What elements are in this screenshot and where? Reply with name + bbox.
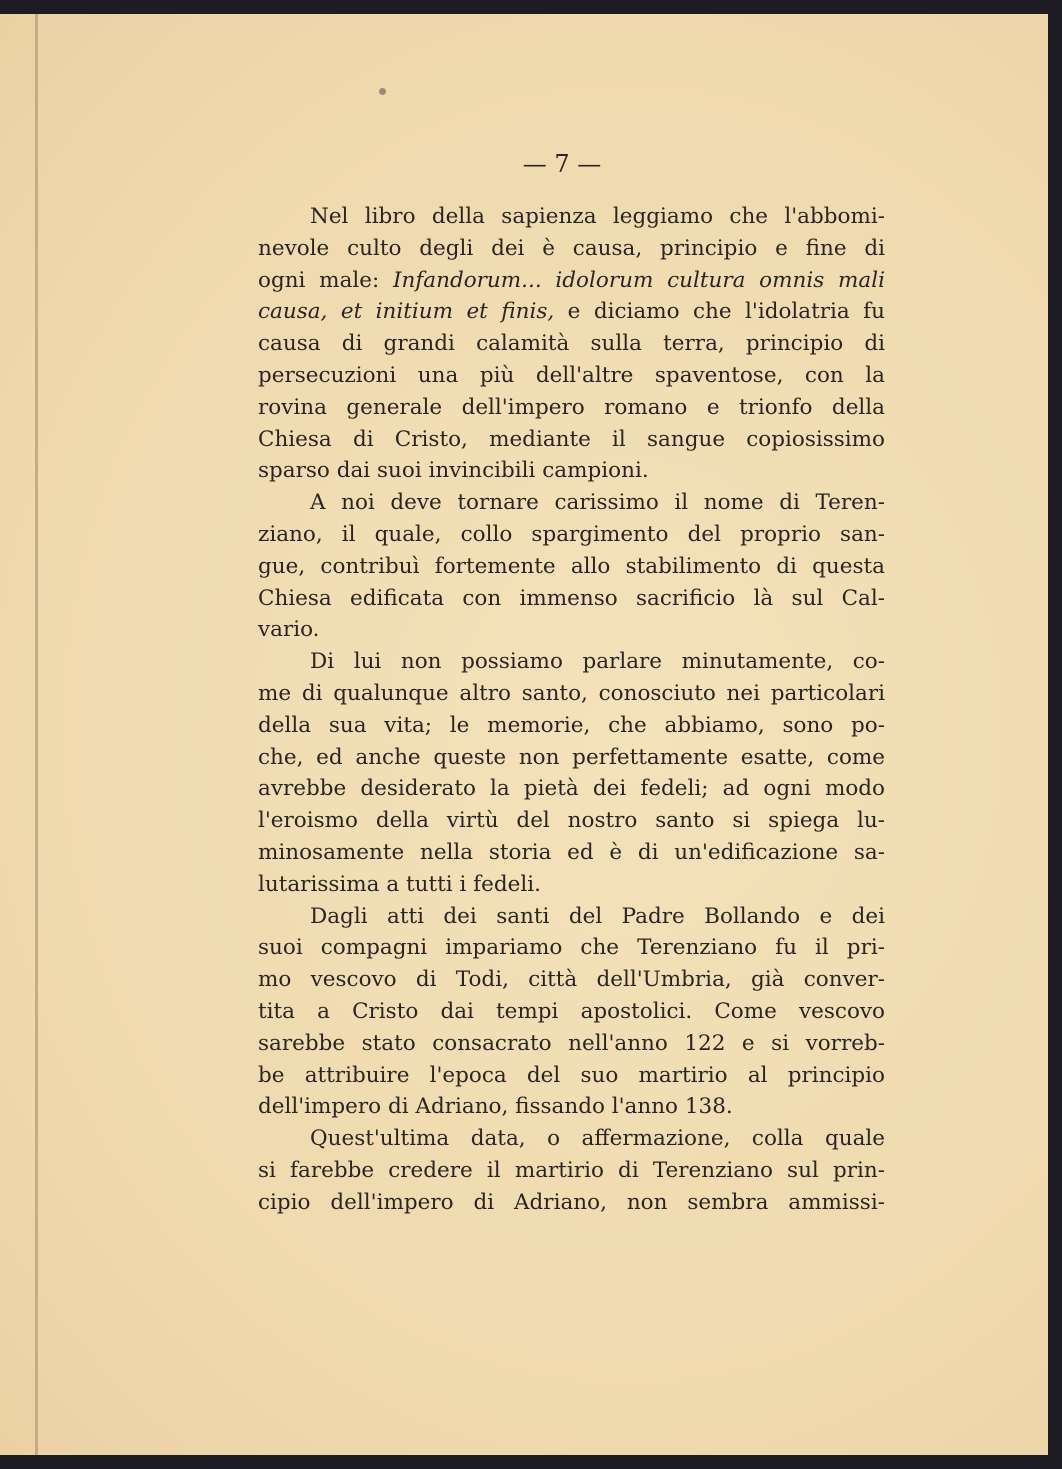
text-line — [258, 583, 885, 615]
text-line — [258, 360, 885, 392]
text-span: mo vescovo di Todi, città dell'Umbria, già conver- — [258, 967, 885, 993]
text-line — [258, 519, 885, 551]
text-line — [258, 1091, 885, 1123]
text-span: lutarissima a tutti i fedeli. — [258, 871, 541, 897]
text-line — [258, 392, 885, 424]
text-line — [258, 201, 885, 233]
text-line — [258, 996, 885, 1028]
text-span: be attribuire l'epoca del suo martirio al principio — [258, 1062, 885, 1088]
text-span: dell'impero di Adriano, fissando l'anno 138. — [258, 1094, 733, 1120]
text-span: sparso dai suoi invincibili campioni. — [258, 458, 649, 484]
text-span: e diciamo che l'idolatria fu — [554, 299, 885, 325]
text-span: Quest'ultima data, o affermazione, colla quale — [310, 1126, 885, 1152]
text-span: suoi compagni impariamo che Terenziano fu il pri- — [258, 935, 885, 961]
text-span: Nel libro della sapienza leggiamo che l'abbomi- — [310, 204, 885, 229]
text-span: nevole culto degli dei è causa, principio e fine di — [258, 235, 885, 261]
text-line — [258, 710, 885, 742]
text-line — [258, 233, 885, 265]
text-line — [258, 964, 885, 996]
text-line — [258, 296, 885, 328]
text-line — [258, 455, 885, 487]
text-span: Chiesa edificata con immenso sacrificio là sul Cal- — [258, 585, 885, 611]
ink-spot — [379, 88, 386, 95]
text-span: A noi deve tornare carissimo il nome di Teren- — [310, 490, 885, 516]
text-line — [258, 932, 885, 964]
text-span: sarebbe stato consacrato nell'anno 122 e si vorreb- — [258, 1030, 885, 1056]
text-span: che, ed anche queste non perfettamente esatte, come — [258, 744, 885, 770]
book-page — [0, 14, 1048, 1455]
text-span: cipio dell'impero di Adriano, non sembra ammissi- — [258, 1189, 885, 1215]
text-span: vario. — [258, 617, 320, 643]
italic-latin-quote: Infandorum... idolorum cultura omnis mali — [392, 267, 885, 293]
text-span: si farebbe credere il martirio di Terenziano sul prin- — [258, 1157, 885, 1183]
text-span: Chiesa di Cristo, mediante il sangue copiosissimo — [258, 426, 885, 452]
text-line — [258, 614, 885, 646]
text-line — [258, 869, 885, 901]
text-line — [258, 424, 885, 456]
text-line — [258, 487, 885, 519]
text-line — [258, 1187, 885, 1219]
text-line — [258, 901, 885, 933]
text-line — [258, 646, 885, 678]
text-span: rovina generale dell'impero romano e trionfo della — [258, 394, 885, 420]
text-line — [258, 805, 885, 837]
text-span: tita a Cristo dai tempi apostolici. Come vescovo — [258, 998, 885, 1024]
text-span: Dagli atti dei santi del Padre Bollando e dei — [310, 903, 885, 929]
text-span: Di lui non possiamo parlare minutamente, co- — [310, 649, 885, 675]
text-span: minosamente nella storia ed è di un'edificazione sa- — [258, 839, 885, 865]
text-line — [258, 1123, 885, 1155]
text-line — [258, 328, 885, 360]
page-number: — 7 — — [522, 150, 602, 178]
text-line — [258, 1028, 885, 1060]
text-line — [258, 773, 885, 805]
text-line — [258, 1060, 885, 1092]
text-line — [258, 742, 885, 774]
text-line — [258, 1155, 885, 1187]
text-span: persecuzioni una più dell'altre spaventose, con la — [258, 362, 885, 388]
text-span: ziano, il quale, collo spargimento del proprio san- — [258, 521, 885, 547]
text-span: ogni male: — [258, 267, 393, 293]
text-span: causa di grandi calamità sulla terra, principio di — [258, 331, 885, 357]
text-line — [258, 837, 885, 869]
text-line — [258, 551, 885, 583]
text-span: della sua vita; le memorie, che abbiamo, sono po- — [258, 712, 885, 738]
text-line — [258, 265, 885, 297]
italic-latin-quote: causa, et initium et finis, — [258, 299, 555, 325]
text-line — [258, 678, 885, 710]
text-span: l'eroismo della virtù del nostro santo si spiega lu- — [258, 808, 885, 834]
body-text — [258, 201, 885, 1219]
text-span: gue, contribuì fortemente allo stabilimento di questa — [258, 553, 885, 579]
page-gutter — [35, 14, 38, 1455]
text-span: avrebbe desiderato la pietà dei fedeli; ad ogni modo — [258, 776, 885, 802]
text-span: me di qualunque altro santo, conosciuto nei particolari — [258, 680, 885, 706]
